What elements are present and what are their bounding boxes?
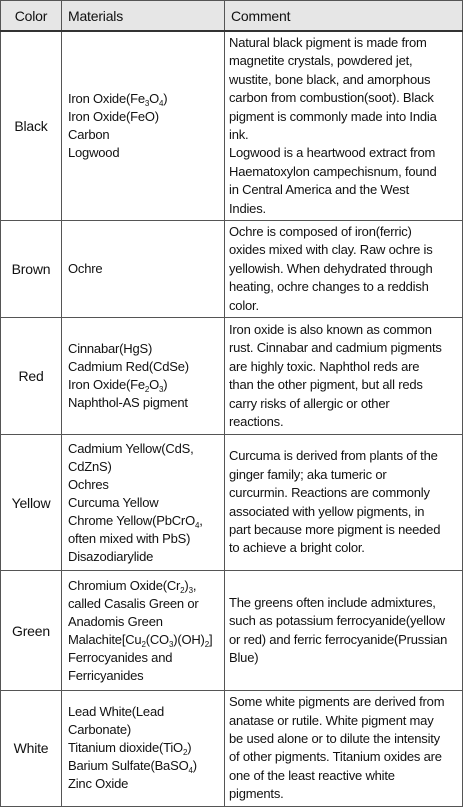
material-text: ) [192,758,197,774]
material-text: Iron Oxide(Fe [68,91,145,107]
color-cell: Black [1,31,62,221]
material-text: ) [163,91,168,107]
subscript: 2 [144,385,150,395]
material-item [68,458,218,476]
material-item [68,613,218,631]
materials-cell [62,571,225,691]
material-item [68,440,218,458]
material-text: Lead White(Lead [68,704,165,720]
material-item [68,476,218,494]
material-text: Cadmium Red(CdSe) [68,359,189,375]
comment-text: The greens often include admixtures, such as potassium ferrocyanide(yellow or red) and ferric ferrocyanide(Prussian Blue) [229,594,448,665]
material-text: )(OH) [173,631,205,647]
comment-text: Natural black pigment is made from magnetite crystals, powdered jet, wustite, bone black, and amorphous carbon from combustion(soot). Black pigment is commonly made into India ink. Logwood is a heartwood extract from Haematoxylon campechisnum, found in Central America and the West Indies. [229,35,437,216]
material-text: Naphthol-AS pigment [68,395,188,411]
material-text: Malachite[Cu [68,631,142,647]
material-item [68,358,218,376]
material-text: Logwood [68,145,120,161]
materials-cell [62,435,225,571]
header-materials: Materials [62,1,225,32]
table-row [1,221,463,318]
material-text: Iron Oxide(Fe [68,377,145,393]
material-item [68,649,218,667]
material-item [68,530,218,548]
material-text: Zinc Oxide [68,776,129,792]
comment-cell [225,221,463,318]
material-text: ) [163,377,168,393]
material-text: O [149,91,160,107]
material-text: ) [184,577,189,593]
header-color: Color [1,1,62,32]
material-item [68,739,218,757]
material-item [68,126,218,144]
materials-cell [62,691,225,806]
material-item [68,577,218,595]
material-text: Ochre [68,261,103,277]
color-cell: Green [1,571,62,691]
subscript: 2 [204,639,209,649]
table-row [1,435,463,571]
material-item [68,340,218,358]
materials-cell [62,221,225,318]
header-comment: Comment [225,1,463,32]
material-item [68,260,218,278]
material-item [68,757,218,775]
materials-cell [62,31,225,221]
header-row [1,1,463,32]
comment-text: Ochre is composed of iron(ferric) oxides mixed with clay. Raw ochre is yellowish. When dehydrated through heating, ochre changes to a reddish color. [229,224,433,313]
material-text: Chrome Yellow(PbCrO [68,512,195,528]
color-cell: Brown [1,221,62,318]
material-text: ) [187,740,192,756]
subscript: 4 [188,766,193,776]
material-text: CdZnS) [68,458,112,474]
table-row [1,318,463,435]
material-text: Ochres [68,476,109,492]
subscript: 2 [180,585,185,595]
material-text: (CO [145,631,169,647]
material-text: Iron Oxide(FeO) [68,109,159,125]
color-cell: Yellow [1,435,62,571]
subscript: 3 [159,385,164,395]
material-text: Cinnabar(HgS) [68,341,153,357]
comment-text: Iron oxide is also known as common rust. Cinnabar and cadmium pigments are highly toxic. Naphthol reds are than the other pigment, but all reds carry risks of allergic or other reactions. [229,321,442,429]
subscript: 4 [159,99,164,109]
material-item [68,90,218,108]
material-item [68,667,218,685]
material-text: called Casalis Green or [68,595,199,611]
subscript: 4 [194,520,200,530]
material-text: O [149,377,160,393]
material-item [68,595,218,613]
material-text: Disazodiarylide [68,548,154,564]
material-text: Titanium dioxide(TiO [68,740,183,756]
material-item [68,394,218,412]
material-text: Cadmium Yellow(CdS, [68,440,194,456]
material-item [68,108,218,126]
material-item [68,703,218,721]
comment-text: Curcuma is derived from plants of the ginger family; aka tumeric or curcurmin. Reactions are commonly associated with yellow pigments, in part because more pigment is needed to achieve a bright color. [229,448,441,556]
materials-cell [62,318,225,435]
material-text: , [199,512,203,528]
table-row [1,31,463,221]
table-row [1,691,463,806]
material-text: Curcuma Yellow [68,494,159,510]
material-text: often mixed with PbS) [68,530,191,546]
material-item [68,548,218,566]
comment-cell [225,435,463,571]
comment-cell [225,691,463,806]
table-body [1,31,463,806]
table-header [1,1,463,32]
material-item [68,494,218,512]
subscript: 2 [141,639,146,649]
color-cell: Red [1,318,62,435]
material-text: Barium Sulfate(BaSO [68,758,189,774]
material-item [68,512,218,530]
material-text: Carbonate) [68,722,132,738]
material-text: Ferricyanides [68,667,144,683]
subscript: 3 [168,639,174,649]
comment-text: Some white pigments are derived from anatase or rutile. White pigment may be used alone or to dilute the intensity of other pigments. Titanium oxides are one of the least reactive white pigments. [229,694,445,802]
comment-cell [225,571,463,691]
material-item [68,721,218,739]
color-cell: White [1,691,62,806]
comment-cell [225,318,463,435]
material-text: , [192,577,197,593]
material-text: Anadomis Green [68,613,163,629]
material-item [68,775,218,793]
subscript: 2 [182,748,188,758]
subscript: 3 [144,99,150,109]
material-text: Ferrocyanides and [68,649,173,665]
subscript: 3 [188,585,193,595]
material-text: Carbon [68,127,110,143]
material-text: ] [208,631,213,647]
material-text: Chromium Oxide(Cr [68,577,181,593]
table-row [1,571,463,691]
material-item [68,144,218,162]
material-item [68,376,218,394]
material-item [68,631,218,649]
comment-cell [225,31,463,221]
